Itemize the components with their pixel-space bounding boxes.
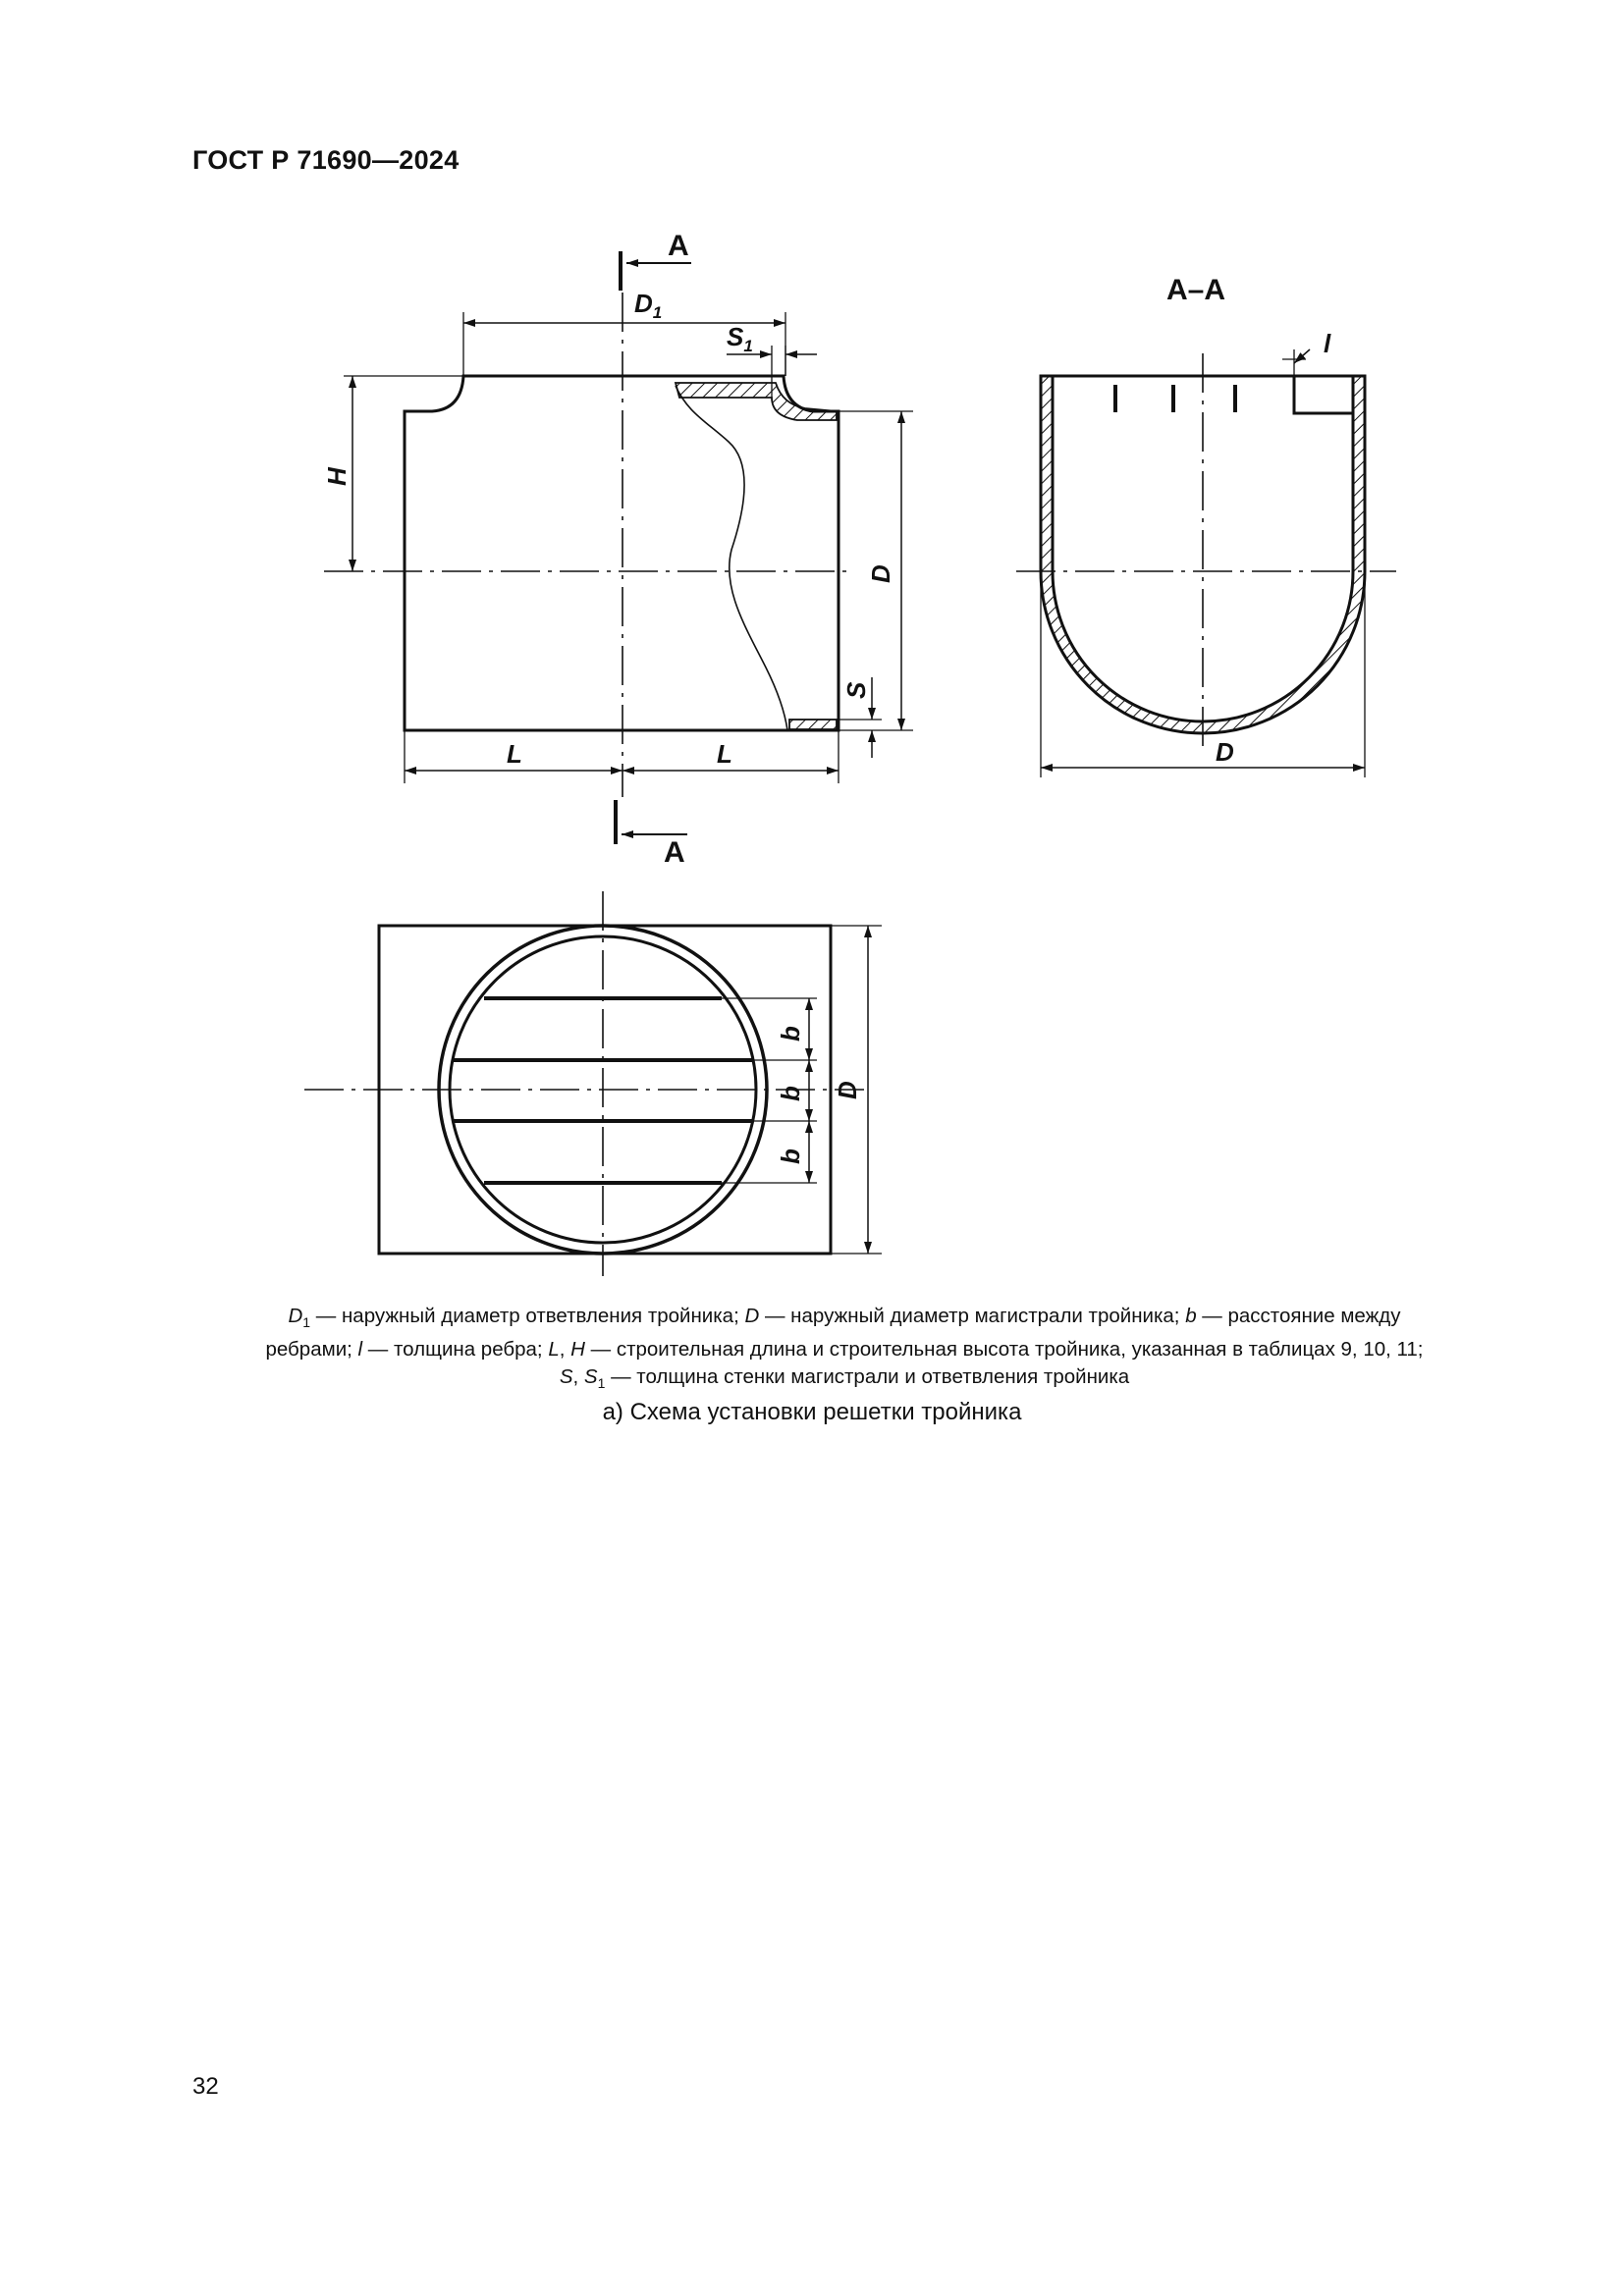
label-d-section: D	[1216, 737, 1234, 767]
label-l-right: L	[717, 739, 732, 769]
rib-slot	[1294, 376, 1353, 413]
section-title: A–A	[1166, 274, 1226, 306]
label-b1: b	[776, 1026, 805, 1041]
label-d1: $D_1$	[634, 289, 663, 322]
branch-wall-hatch	[676, 383, 837, 420]
label-s1: $S_1$	[727, 322, 753, 355]
label-b3: b	[776, 1148, 805, 1164]
page-number: 32	[192, 2073, 219, 2100]
label-d-front: D	[866, 564, 895, 583]
label-d-bottom: D	[833, 1081, 862, 1099]
tee-outline	[405, 376, 839, 730]
label-h: H	[322, 467, 352, 486]
front-view	[324, 251, 913, 844]
section-view	[1016, 349, 1396, 777]
page-header: ГОСТ Р 71690—2024	[192, 145, 460, 175]
label-s: S	[841, 681, 871, 699]
figure-legend: $D_1$ — наружный диаметр ответвления тройника; D — наружный диаметр магистрали тройника; b — расстояние между ребрами; l — толщина ребра; L, H — строительная длина и строительная высота тройника, указанная в таблицах 9, 10, 11; S, $S_1$ — толщина стенки магистрали и ответвления тройника	[265, 1305, 1424, 1392]
grid-view	[304, 891, 882, 1276]
figure-subcaption: а) Схема установки решетки тройника	[602, 1399, 1022, 1425]
label-b2: b	[776, 1086, 805, 1101]
section-marker-bottom: A	[664, 836, 685, 869]
break-line	[676, 386, 787, 730]
label-l-rib: l	[1324, 329, 1331, 358]
section-marker-top: A	[668, 230, 689, 262]
main-wall-hatch	[789, 720, 837, 729]
label-l-left: L	[507, 739, 522, 769]
